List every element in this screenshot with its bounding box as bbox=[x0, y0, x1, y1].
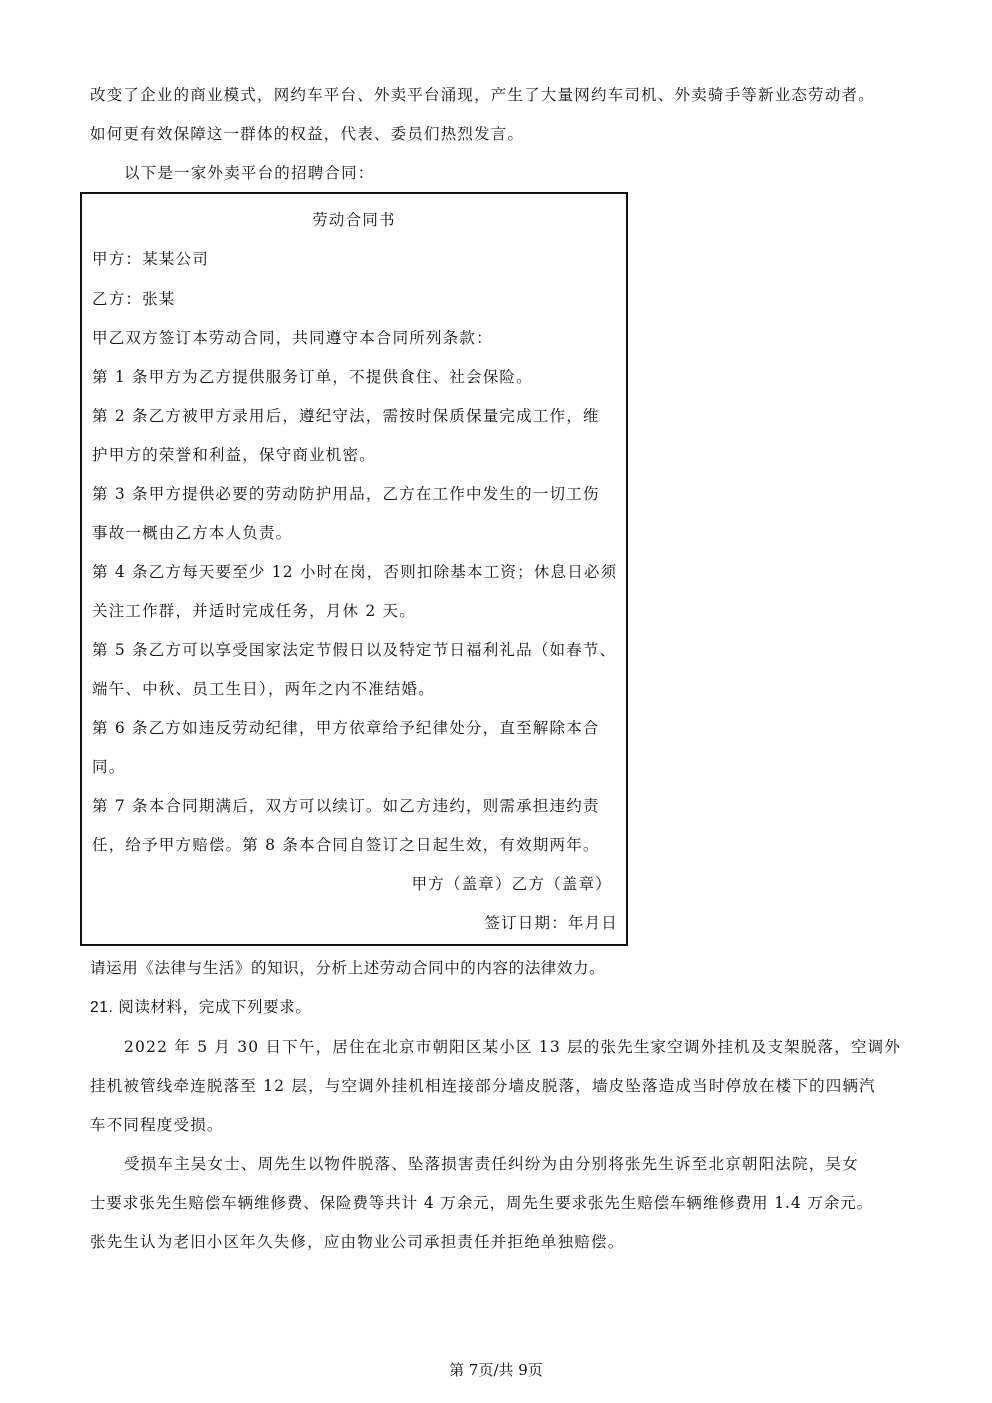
contract-box bbox=[80, 192, 628, 946]
intro-line-2: 如何更有效保障这一群体的权益，代表、委员们热烈发言。 bbox=[90, 125, 525, 143]
contract-clause-line: 事故一概由乙方本人负责。 bbox=[92, 524, 293, 542]
contract-preamble: 甲乙双方签订本劳动合同，共同遵守本合同所列条款： bbox=[92, 329, 493, 347]
q21-heading: 21. 阅读材料，完成下列要求。 bbox=[90, 999, 312, 1016]
contract-clause-line: 第 6 条乙方如违反劳动纪律，甲方依章给予纪律处分，直至解除本合 bbox=[92, 719, 600, 737]
contract-clause-line: 第 2 条乙方被甲方录用后，遵纪守法，需按时保质保量完成工作，维 bbox=[92, 407, 600, 425]
q21-paragraph-2-line: 士要求张先生赔偿车辆维修费、保险费等共计 4 万余元，周先生要求张先生赔偿车辆维修费用 1.4 万余元。 bbox=[90, 1194, 874, 1212]
q21-paragraph-1-line: 挂机被管线牵连脱落至 12 层，与空调外挂机相连接部分墙皮脱落，墙皮坠落造成当时停放在楼下的四辆汽 bbox=[90, 1077, 876, 1095]
q21-paragraph-2-line: 受损车主吴女士、周先生以物件脱落、坠落损害责任纠纷为由分别将张先生诉至北京朝阳法院，吴女 bbox=[124, 1155, 859, 1173]
contract-clause-line: 第 4 条乙方每天要至少 12 小时在岗，否则扣除基本工资；休息日必须 bbox=[92, 563, 618, 581]
intro-line-3: 以下是一家外卖平台的招聘合同： bbox=[124, 164, 375, 182]
contract-clause-line: 第 5 条乙方可以享受国家法定节假日以及特定节日福利礼品（如春节、 bbox=[92, 641, 617, 659]
contract-clause-line: 任，给予甲方赔偿。第 8 条本合同自签订之日起生效，有效期两年。 bbox=[92, 836, 600, 854]
contract-clause-line: 护甲方的荣誉和利益，保守商业机密。 bbox=[92, 446, 376, 464]
contract-seal: 甲方（盖章）乙方（盖章） bbox=[411, 875, 612, 893]
contract-party-b: 乙方：张某 bbox=[92, 290, 176, 308]
contract-clause-line: 第 1 条甲方为乙方提供服务订单，不提供食住、社会保险。 bbox=[92, 368, 533, 386]
contract-party-a: 甲方：某某公司 bbox=[92, 250, 209, 268]
contract-clause-line: 同。 bbox=[92, 758, 126, 776]
contract-date: 签订日期：年月日 bbox=[484, 914, 618, 932]
q21-paragraph-2-line: 张先生认为老旧小区年久失修，应由物业公司承担责任并拒绝单独赔偿。 bbox=[90, 1233, 625, 1251]
contract-clause-line: 端午、中秋、员工生日），两年之内不准结婚。 bbox=[92, 680, 435, 698]
q21-paragraph-1-line: 2022 年 5 月 30 日下午，居住在北京市朝阳区某小区 13 层的张先生家空调外挂机及支架脱落，空调外 bbox=[124, 1038, 902, 1056]
contract-clause-line: 关注工作群，并适时完成任务，月休 2 天。 bbox=[92, 602, 416, 620]
question-prompt: 请运用《法律与生活》的知识，分析上述劳动合同中的内容的法律效力。 bbox=[90, 960, 606, 977]
contract-title: 劳动合同书 bbox=[312, 211, 396, 229]
q21-paragraph-1-line: 车不同程度受损。 bbox=[90, 1116, 224, 1134]
contract-clause-line: 第 7 条本合同期满后，双方可以续订。如乙方违约，则需承担违约责 bbox=[92, 797, 600, 815]
intro-line-1: 改变了企业的商业模式，网约车平台、外卖平台涌现，产生了大量网约车司机、外卖骑手等新业态劳动者。 bbox=[90, 86, 875, 104]
contract-clause-line: 第 3 条甲方提供必要的劳动防护用品，乙方在工作中发生的一切工伤 bbox=[92, 485, 600, 503]
page-number: 第 7页/共 9页 bbox=[449, 1361, 543, 1379]
